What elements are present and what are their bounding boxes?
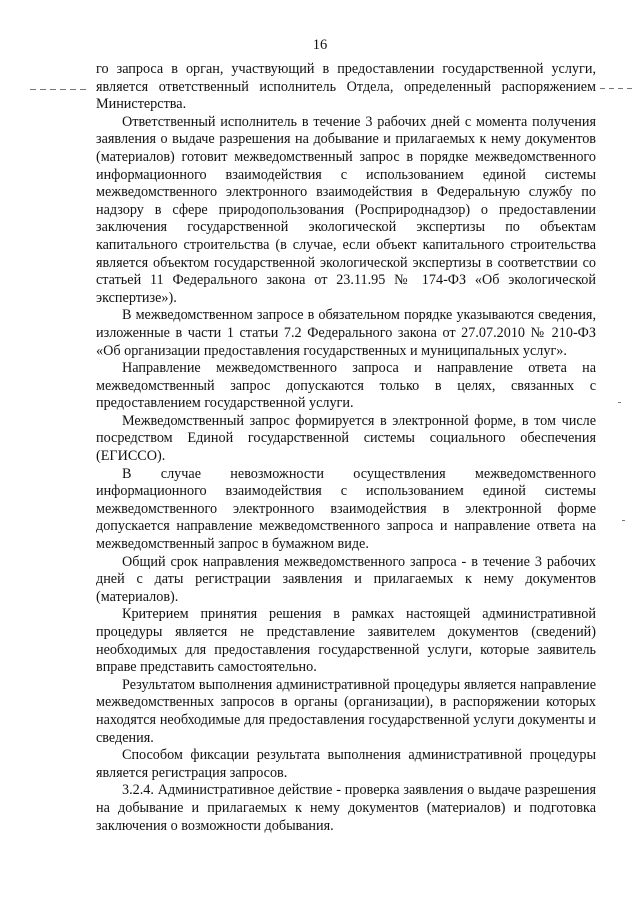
paragraph-paper-form: В случае невозможности осуществления межведомственного информационного взаимодействия с использованием единой системы межведомственного электронного взаимодействия в электронной форме допускается направление межведомственного запроса и направление ответа на межведомственный запрос в бумажном виде.	[96, 465, 596, 553]
paragraph-result-recording: Способом фиксации результата выполнения административной процедуры является регистрация запросов.	[96, 747, 596, 781]
scan-artifact-tick	[618, 402, 621, 403]
document-body	[96, 61, 596, 835]
paragraph-electronic-form: Межведомственный запрос формируется в электронной форме, в том числе посредством Единой государственной системы социального обеспечения (ЕГИССО).	[96, 412, 596, 465]
scan-artifact-line	[30, 89, 90, 90]
paragraph-responsible-executor: Ответственный исполнитель в течение 3 рабочих дней с момента получения заявления о выдаче разрешения на добывание и прилагаемых к нему документов (материалов) готовит межведомственный запрос в порядке межведомственного информационного взаимодействия с использованием единой системы межведомственного электронного взаимодействия в Федеральную службу по надзору в сфере природопользования (Росприроднадзор) о предоставлении заключения государственной экологической экспертизы по объектам капитального строительства (в случае, если объект капитального строительства является объектом государственной экологической экспертизы в соответствии со статьей 11 Федерального закона от 23.11.95 № 174-ФЗ «Об экологической экспертизе»).	[96, 113, 596, 306]
page-number: 16	[312, 37, 328, 53]
scan-artifact-tick	[622, 520, 625, 521]
paragraph-section-3-2-4: 3.2.4. Административное действие - проверка заявления о выдаче разрешения на добывание и прилагаемых к нему документов (материалов) и подготовка заключения о возможности добывания.	[96, 782, 596, 834]
paragraph-continuation: го запроса в орган, участвующий в предоставлении государственной услуги, является ответственный исполнитель Отдела, определенный распоряжением Министерства.	[96, 61, 596, 113]
paragraph-procedure-result: Результатом выполнения административной процедуры является направление межведомственных запросов в органы (организации), в распоряжении которых находятся необходимые для предоставления государственной услуги документы и сведения.	[96, 676, 596, 746]
paragraph-request-purpose: Направление межведомственного запроса и направление ответа на межведомственный запрос допускаются только в целях, связанных с предоставлением государственной услуги.	[96, 360, 596, 412]
paragraph-request-contents: В межведомственном запросе в обязательном порядке указываются сведения, изложенные в части 1 статьи 7.2 Федерального закона от 27.07.2010 № 210-ФЗ «Об организации предоставления государственных и муниципальных услуг».	[96, 307, 596, 359]
scan-artifact-line	[600, 88, 636, 89]
paragraph-decision-criterion: Критерием принятия решения в рамках настоящей административной процедуры является не представление заявителем документов (сведений) необходимых для предоставления государственной услуги, которые заявитель вправе представить самостоятельно.	[96, 606, 596, 676]
paragraph-deadline: Общий срок направления межведомственного запроса - в течение 3 рабочих дней с даты регистрации заявления и прилагаемых к нему документов (материалов).	[96, 553, 596, 605]
